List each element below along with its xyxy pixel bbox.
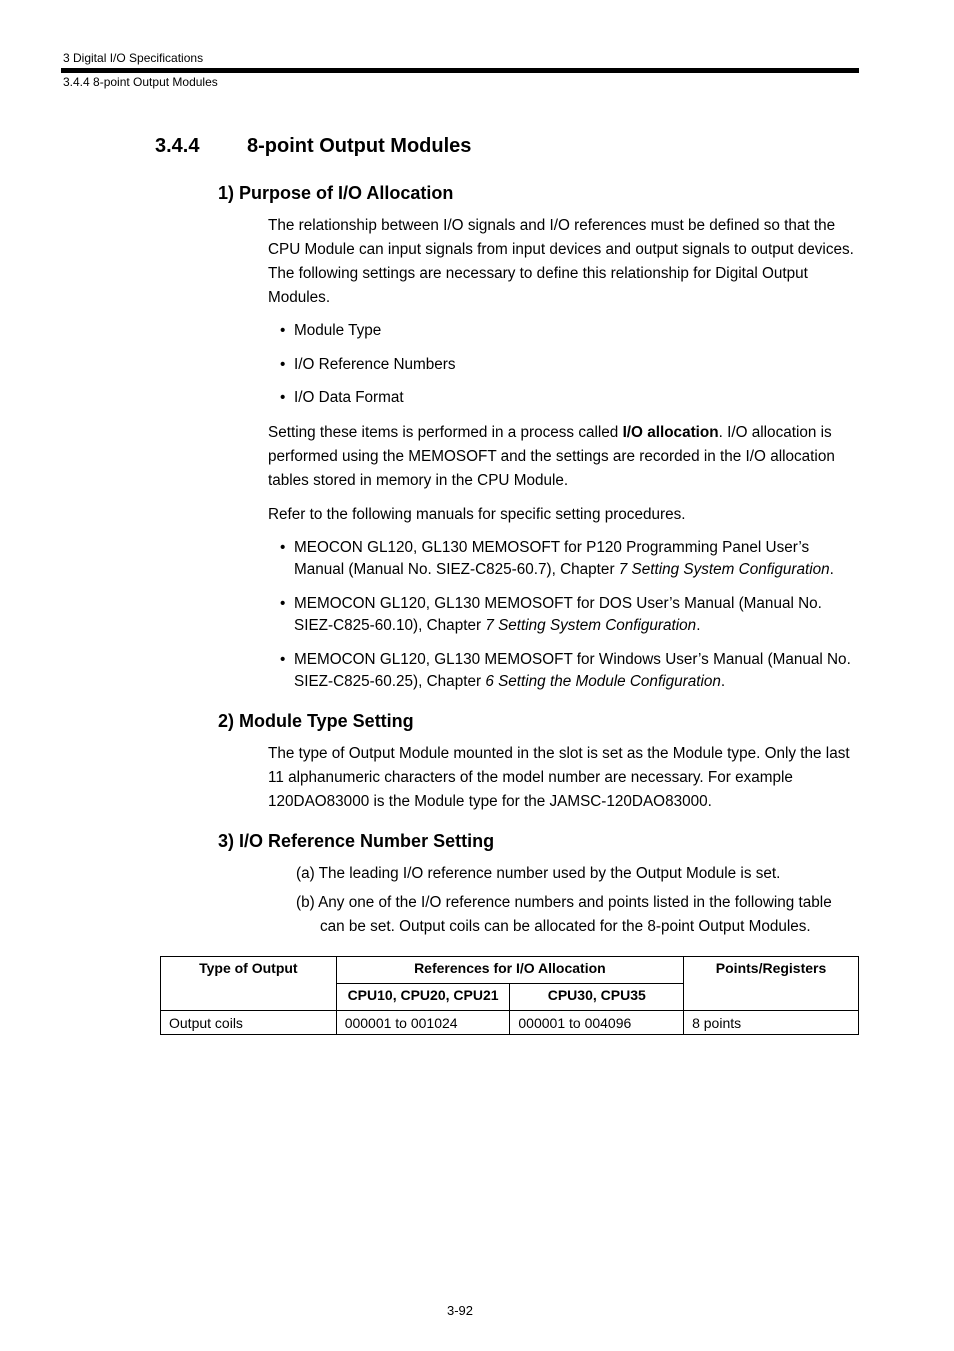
col-header-refs: References for I/O Allocation	[336, 957, 683, 984]
manual-item: • MEMOCON GL120, GL130 MEMOSOFT for DOS User’s Manual (Manual No. SIEZ-C825-60.10), Chapter 7 Setting System Configuration.	[280, 595, 822, 634]
page-number: 3-92	[446, 1303, 474, 1318]
module-type-heading: 2) Module Type Setting	[218, 711, 414, 731]
bullet-item: • Module Type	[280, 322, 382, 339]
allocation-text-start: Setting these items is performed in a process called	[268, 424, 623, 441]
manual-item: • MEOCON GL120, GL130 MEMOSOFT for P120 Programming Panel User’s Manual (Manual No. SIEZ-C825-60.7), Chapter 7 Setting System Configuration.	[280, 539, 834, 578]
manual-chapter: 6 Setting the Module Configuration	[485, 673, 721, 690]
io-allocation-table	[160, 956, 859, 1035]
bullet-text: Module Type	[294, 322, 382, 339]
cell-type: Output coils	[161, 1011, 337, 1035]
bullet-item: • I/O Reference Numbers	[280, 356, 456, 373]
section-number: 3.4.4	[155, 135, 200, 157]
refer-paragraph: Refer to the following manuals for specific setting procedures.	[268, 506, 686, 523]
manual-text: MEMOCON GL120, GL130 MEMOSOFT for Windows User’s Manual (Manual No. SIEZ-C825-60.25), Chapter	[294, 651, 851, 690]
sub-header-cpu2: CPU30, CPU35	[510, 984, 684, 1011]
section-title	[155, 135, 471, 158]
running-header-chapter: 3 Digital I/O Specifications	[63, 51, 204, 65]
allocation-term: I/O allocation	[622, 424, 719, 441]
manual-item: • MEMOCON GL120, GL130 MEMOSOFT for Windows User’s Manual (Manual No. SIEZ-C825-60.25), Chapter 6 Setting the Module Configuration.	[280, 651, 851, 690]
cell-cpu1: 000001 to 001024	[336, 1011, 510, 1035]
io-ref-item-b: (b) Any one of the I/O reference numbers and points listed in the following table can be set. Output coils can be allocated for the 8-point Output Modules.	[296, 894, 832, 935]
manual-end: .	[829, 561, 834, 578]
manual-end: .	[696, 617, 701, 634]
bullet-item: • I/O Data Format	[280, 389, 404, 406]
manual-text: MEOCON GL120, GL130 MEMOSOFT for P120 Programming Panel User’s Manual (Manual No. SIEZ-C825-60.7), Chapter	[294, 539, 810, 578]
table-row	[161, 1011, 859, 1035]
module-type-text: The type of Output Module mounted in the slot is set as the Module type. Only the last 11 alphanumeric characters of the model number are necessary. For example 120DAO83000 is the Module type for the JAMSC-120DAO83000.	[268, 745, 850, 810]
col-header-points: Points/Registers	[684, 957, 859, 1011]
cell-cpu2: 000001 to 004096	[510, 1011, 684, 1035]
bullet-text: I/O Reference Numbers	[294, 356, 456, 373]
manual-text: MEMOCON GL120, GL130 MEMOSOFT for DOS User’s Manual (Manual No. SIEZ-C825-60.10), Chapter	[294, 595, 822, 634]
col-header-type: Type of Output	[161, 957, 337, 1011]
allocation-paragraph	[268, 421, 860, 493]
manual-end: .	[720, 673, 726, 690]
io-ref-item-a: (a) The leading I/O reference number used by the Output Module is set.	[296, 865, 781, 882]
section-title-text: 8-point Output Modules	[247, 135, 472, 157]
manual-chapter: 7 Setting System Configuration	[485, 617, 697, 634]
io-ref-heading: 3) I/O Reference Number Setting	[218, 831, 495, 851]
purpose-intro: The relationship between I/O signals and I/O references must be defined so that the CPU Module can input signals from input devices and output signals to output devices. The following settings are necessary to define this relationship for Digital Output Modules.	[268, 217, 854, 306]
running-header-section: 3.4.4 8-point Output Modules	[63, 75, 218, 89]
bullet-text: I/O Data Format	[294, 389, 404, 406]
cell-points: 8 points	[684, 1011, 859, 1035]
header-rule	[61, 68, 859, 73]
purpose-heading: 1) Purpose of I/O Allocation	[218, 183, 454, 203]
allocation-text-end: . I/O allocation is performed using the MEMOSOFT and the settings are recorded in the I/O allocation tables stored in memory in the CPU Module.	[268, 424, 835, 489]
manual-chapter: 7 Setting System Configuration	[618, 561, 830, 578]
sub-header-cpu1: CPU10, CPU20, CPU21	[336, 984, 510, 1011]
